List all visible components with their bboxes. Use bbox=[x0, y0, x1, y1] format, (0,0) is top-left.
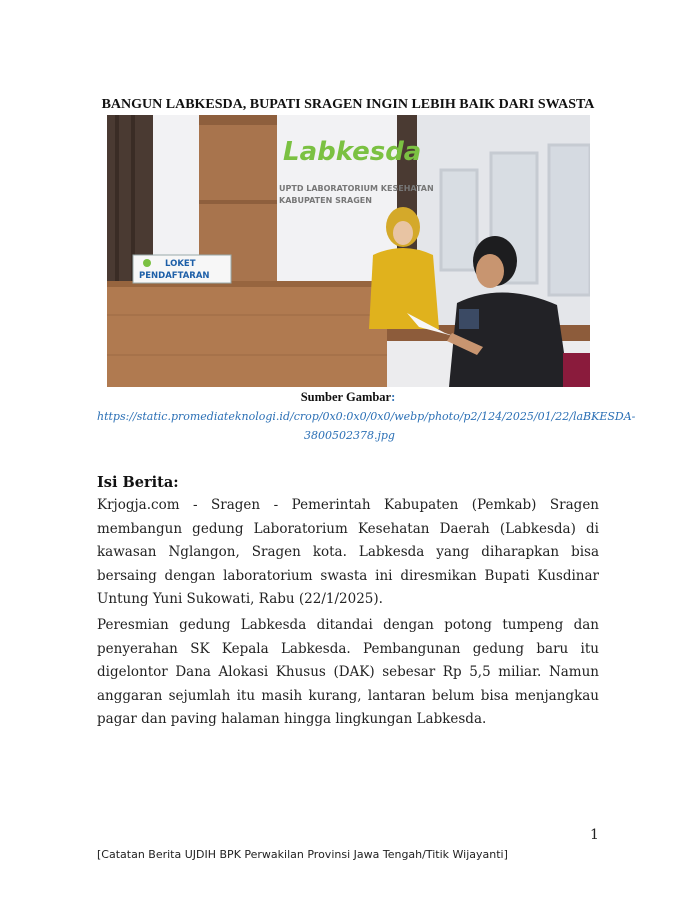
counter-sign-line1: LOKET bbox=[165, 259, 196, 269]
sign-brand-text: Labkesda bbox=[283, 137, 422, 167]
image-source-link[interactable]: https://static.promediateknologi.id/crop/0x0:0x0/0x0/webp/photo/p2/124/2025/01/22/laBKESDA-3800502378.jpg bbox=[97, 410, 636, 442]
sign-line1-text: UPTD LABORATORIUM KESEHATAN bbox=[279, 184, 434, 193]
caption-colon: : bbox=[391, 390, 396, 404]
article-paragraph-2: Peresmian gedung Labkesda ditandai dengan potong tumpeng dan penyerahan SK Kepala Labkesda. Pembangunan gedung baru itu digelontor Dana Alokasi Khusus (DAK) sebesar Rp 5,5 miliar. Namun anggaran sejumlah itu masih kurang, lantaran belum bisa menjangkau pagar dan paving halaman hingga lingkungan Labkesda. bbox=[97, 617, 599, 727]
document-title: BANGUN LABKESDA, BUPATI SRAGEN INGIN LEBIH BAIK DARI SWASTA bbox=[101, 97, 595, 112]
sign-line2-text: KABUPATEN SRAGEN bbox=[279, 196, 372, 205]
page-number: 1 bbox=[590, 827, 599, 843]
page-footer: [Catatan Berita UJDIH BPK Perwakilan Provinsi Jawa Tengah/Titik Wijayanti] bbox=[97, 848, 508, 861]
counter-sign-line2: PENDAFTARAN bbox=[139, 271, 210, 281]
caption-label-text: Sumber Gambar bbox=[300, 390, 392, 404]
article-paragraph-1: Krjogja.com - Sragen - Pemerintah Kabupaten (Pemkab) Sragen membangun gedung Laboratorium Kesehatan Daerah (Labkesda) di kawasan Nglangon, Sragen kota. Labkesda yang diharapkan bisa bersaing dengan laboratorium swasta ini diresmikan Bupati Kusdinar Untung Yuni Sukowati, Rabu (22/1/2025). bbox=[97, 497, 599, 607]
image-caption-label bbox=[0, 390, 696, 405]
news-photo bbox=[107, 115, 590, 387]
section-heading: Isi Berita: bbox=[97, 474, 179, 491]
news-photo-illustration bbox=[107, 115, 590, 387]
